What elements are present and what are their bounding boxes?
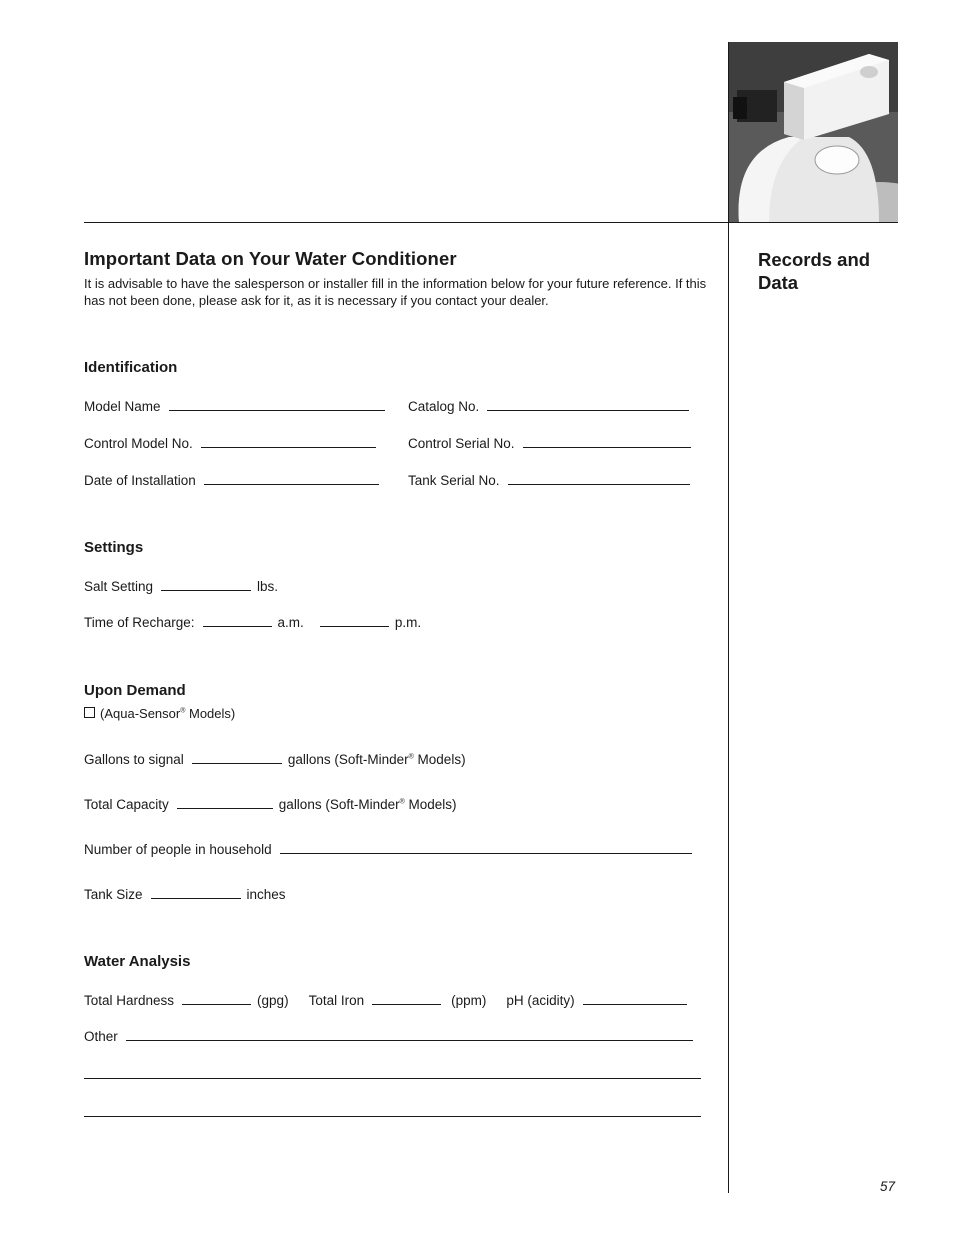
registered-mark: ® [180,707,186,715]
section-sidebar-title: Records and Data [758,249,871,293]
control-serial-label: Control Serial No. [408,436,515,451]
ph-line[interactable] [583,992,687,1005]
tank-size-label: Tank Size [84,887,143,902]
control-serial-field [408,435,697,451]
catalog-no-line[interactable] [487,398,689,411]
aqua-sensor-checkbox[interactable] [84,707,95,718]
total-capacity-models: Models) [404,797,457,812]
iron-label: Total Iron [308,993,365,1008]
model-name-field [84,398,391,414]
gallons-signal-models: Models) [413,752,466,767]
control-serial-line[interactable] [523,435,691,448]
water-analysis-row [84,992,693,1008]
identification-heading: Identification [84,359,178,376]
aqua-sensor-models: Models) [185,706,236,721]
total-capacity-label: Total Capacity [84,797,169,812]
registered-mark: ® [408,753,414,761]
settings-heading: Settings [84,539,144,556]
salt-setting-label: Salt Setting [84,579,154,594]
aqua-sensor-label: (Aqua-Sensor [100,706,181,721]
hardness-line[interactable] [182,992,251,1005]
gallons-to-signal-line[interactable] [192,751,282,764]
household-people-field [84,841,698,857]
tank-serial-label: Tank Serial No. [408,473,500,488]
total-capacity-unit: gallons (Soft-Minder [278,797,400,812]
control-model-line[interactable] [201,435,376,448]
vertical-divider [728,42,729,1193]
catalog-no-field [408,398,695,414]
gallons-to-signal-field [84,751,466,767]
product-photo [729,42,898,222]
other-label: Other [84,1029,118,1044]
hardness-unit: (gpg) [257,993,289,1008]
control-model-label: Control Model No. [84,436,193,451]
recharge-time-label: Time of Recharge: [84,615,195,630]
household-people-line[interactable] [280,841,692,854]
household-people-label: Number of people in household [84,842,272,857]
page-title: Important Data on Your Water Conditioner [84,248,457,269]
model-name-label: Model Name [84,399,161,414]
other-line[interactable] [126,1028,693,1041]
control-model-field [84,435,382,451]
recharge-time-field [84,614,421,630]
installation-date-line[interactable] [204,472,379,485]
salt-setting-line[interactable] [161,578,251,591]
tank-serial-line[interactable] [508,472,690,485]
recharge-pm-line[interactable] [320,614,389,627]
notes-line-1[interactable] [84,1078,701,1079]
tank-size-field [84,886,286,902]
upon-demand-heading: Upon Demand [84,682,186,699]
tank-size-line[interactable] [151,886,241,899]
horizontal-divider [84,222,898,223]
gallons-to-signal-label: Gallons to signal [84,752,184,767]
iron-unit: (ppm) [451,993,487,1008]
other-field [84,1028,699,1044]
catalog-no-label: Catalog No. [408,399,480,414]
aqua-sensor-option[interactable] [84,706,235,721]
installation-date-label: Date of Installation [84,473,196,488]
gallons-signal-unit: gallons (Soft-Minder [287,752,409,767]
tank-serial-field [408,472,696,488]
total-capacity-field [84,796,457,812]
ph-label: pH (acidity) [506,993,575,1008]
total-capacity-line[interactable] [177,796,273,809]
hardness-label: Total Hardness [84,993,175,1008]
tank-size-unit: inches [246,887,286,902]
iron-line[interactable] [372,992,441,1005]
registered-mark: ® [399,798,405,806]
salt-unit: lbs. [257,579,279,594]
page-number: 57 [880,1179,896,1194]
installation-date-field [84,472,385,488]
intro-text: It is advisable to have the salesperson or installer fill in the information below for your future reference. If this has not been done, please ask for it, as it is necessary if you contact your dealer. [84,276,707,308]
notes-line-2[interactable] [84,1116,701,1117]
water-analysis-heading: Water Analysis [84,953,191,970]
salt-setting-field [84,578,278,594]
recharge-am-line[interactable] [203,614,272,627]
model-name-line[interactable] [169,398,385,411]
am-label: a.m. [277,615,304,630]
pm-label: p.m. [394,615,422,630]
